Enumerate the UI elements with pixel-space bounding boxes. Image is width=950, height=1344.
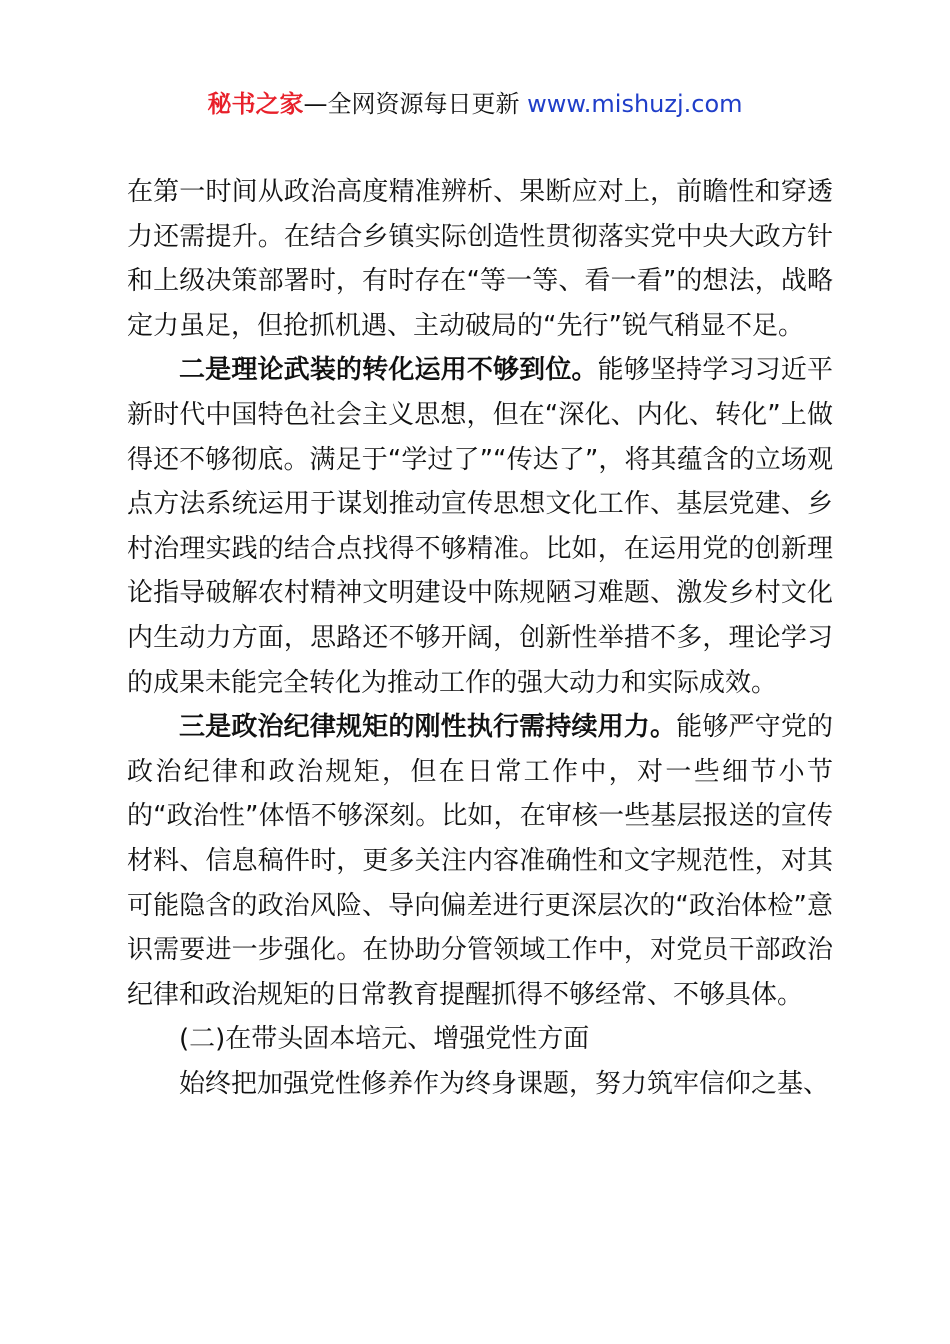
paragraph-section-start xyxy=(127,1062,833,1107)
paragraph-continuation xyxy=(127,170,833,348)
paragraph-heading: 二是理论武装的转化运用不够到位。 xyxy=(179,355,598,386)
paragraph-point-two xyxy=(127,348,833,705)
section-subheading xyxy=(127,1017,833,1062)
paragraph-text: 能够严守党的政治纪律和政治规矩，但在日常工作中，对一些细节小节的“政治性”体悟不够深刻。比如，在审核一些基层报送的宣传材料、信息稿件时，更多关注内容准确性和文字规范性，对其可能隐含的政治风险、导向偏差进行更深层次的“政治体检”意识需要进一步强化。在协助分管领域工作中，对党员干部政治纪律和政治规矩的日常教育提醒抓得不够经常、不够具体。 xyxy=(127,712,833,1010)
paragraph-text: 能够坚持学习习近平新时代中国特色社会主义思想，但在“深化、内化、转化”上做得还不够彻底。满足于“学过了”“传达了”，将其蕴含的立场观点方法系统运用于谋划推动宣传思想文化工作、基层党建、乡村治理实践的结合点找得不够精准。比如，在运用党的创新理论指导破解农村精神文明建设中陈规陋习难题、激发乡村文化内生动力方面，思路还不够开阔，创新性举措不多，理论学习的成果未能完全转化为推动工作的强大动力和实际成效。 xyxy=(127,355,833,698)
paragraph-point-three xyxy=(127,705,833,1017)
paragraph-text: 始终把加强党性修养作为终身课题，努力筑牢信仰之基、 xyxy=(179,1068,830,1099)
site-url[interactable]: www.mishuzj.com xyxy=(527,90,743,118)
subheading-text: (二)在带头固本培元、增强党性方面 xyxy=(179,1024,590,1055)
paragraph-text: 在第一时间从政治高度精准辨析、果断应对上，前瞻性和穿透力还需提升。在结合乡镇实际创造性贯彻落实党中央大政方针和上级决策部署时，有时存在“等一等、看一看”的想法，战略定力虽足，但抢抓机遇、主动破局的“先行”锐气稍显不足。 xyxy=(127,177,833,341)
site-tagline: —全网资源每日更新 xyxy=(303,90,520,118)
document-body xyxy=(127,170,833,1106)
paragraph-heading: 三是政治纪律规矩的刚性执行需持续用力。 xyxy=(179,712,677,743)
page-header xyxy=(0,86,950,122)
site-brand: 秘书之家 xyxy=(207,90,304,118)
